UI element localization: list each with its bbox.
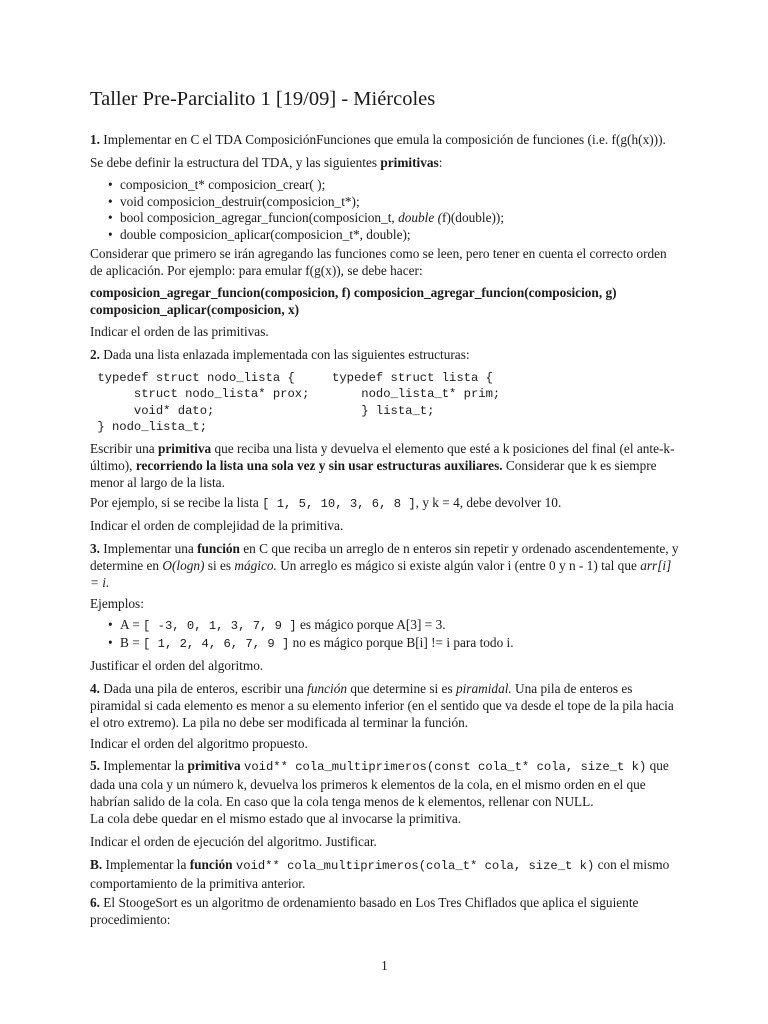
p3-italic: O(logn): [162, 558, 205, 573]
item-italic: double (: [398, 210, 443, 225]
problem-b-number: B.: [90, 857, 103, 872]
p4-text: que determine si es: [347, 681, 456, 696]
p3-italic: mágico.: [234, 558, 277, 573]
problem-2-example: [90, 494, 679, 513]
problem-1-statement: [90, 131, 679, 148]
problem-6-statement: [90, 894, 679, 928]
p3-text: en C que reciba un arreglo de n enteros sin repetir y ordenado ascendentemente, y determine en: [90, 541, 679, 573]
problem-b-statement: [90, 856, 679, 892]
example-list: [ 1, 5, 10, 3, 6, 8 ]: [262, 497, 416, 511]
p3-bold: función: [197, 541, 240, 556]
task-bold: primitiva: [157, 441, 212, 456]
p3-italic: arr[i] = i.: [90, 558, 672, 590]
defs-colon: :: [438, 155, 443, 170]
p3-text: si es: [204, 558, 235, 573]
problem-3-number: 3.: [90, 541, 100, 556]
problem-5-order: Indicar el orden de ejecución del algoritmo. Justificar.: [90, 834, 377, 849]
problem-4-number: 4.: [90, 681, 100, 696]
problem-4-order: Indicar el orden del algoritmo propuesto.: [90, 736, 308, 751]
ex-text: es mágico porque A[3] = 3.: [296, 617, 446, 632]
example-text: Por ejemplo, si se recibe la lista: [90, 495, 263, 510]
example-text: , y k = 4, debe devolver 10.: [415, 495, 562, 510]
problem-1-defs: [90, 154, 679, 171]
p4-italic: piramidal.: [455, 681, 512, 696]
item-text: bool composicion_agregar_funcion(composicion_t,: [120, 210, 399, 225]
p5-code: void** cola_multiprimeros(const cola_t* cola, size_t k): [244, 760, 647, 774]
list-item: • double composicion_aplicar(composicion_t*, double);: [108, 227, 504, 244]
pb-bold: función: [189, 857, 233, 872]
task-bold: recorriendo la lista una sola vez y sin usar estructuras auxiliares.: [135, 458, 503, 473]
page-title: Taller Pre-Parcialito 1 [19/09] - Miércoles: [90, 88, 436, 110]
item-text: f)(double));: [442, 210, 505, 225]
p4-italic: función: [307, 681, 348, 696]
p5-text: que dada una cola y un número k, devuelva los primeros k elementos de la cola, en el mismo orden en el que habrían salido de la cola. En caso que la cola tenga menos de k elementos, rellenar con NULL.: [90, 758, 669, 809]
ex-text: B =: [120, 634, 144, 650]
list-item: [108, 210, 504, 227]
task-text: Escribir una: [90, 441, 158, 456]
ex-array: [ 1, 2, 4, 6, 7, 9 ]: [143, 636, 290, 651]
problem-1-order: Indicar el orden de las primitivas.: [90, 324, 269, 339]
problem-2-order: Indicar el orden de complejidad de la primitiva.: [90, 518, 344, 533]
list-item: • void composicion_destruir(composicion_t*);: [108, 194, 504, 211]
ex-text: no es mágico porque B[i] != i para todo i.: [289, 634, 514, 650]
list-item: [108, 617, 514, 635]
problem-2-number: 2.: [90, 347, 100, 362]
ex-array: [ -3, 0, 1, 3, 7, 9 ]: [143, 619, 297, 633]
p4-text: Dada una pila de enteros, escribir una: [99, 681, 308, 696]
p5-text: Implementar la: [99, 758, 188, 773]
examples-list: [108, 617, 514, 652]
problem-1-number: 1.: [90, 132, 100, 147]
code-lista: typedef struct lista { nodo_lista_t* prim; } lista_t;: [332, 371, 501, 418]
problem-5-state: La cola debe quedar en el mismo estado que al invocarse la primitiva.: [90, 811, 462, 826]
problem-2-statement: [90, 346, 679, 363]
task-text: Considerar que k es siempre menor al largo de la lista.: [90, 458, 657, 490]
problem-3-statement: [90, 540, 679, 591]
problem-2-text: Dada una lista enlazada implementada con las siguientes estructuras:: [99, 347, 470, 362]
page-number: 1: [381, 958, 388, 973]
list-item: [108, 635, 514, 653]
p4-text: Una pila de enteros es piramidal si cada elemento es menor a su elemento inferior (en el sentido que va desde el tope de la pila hacia el otro extremo). La pila no debe ser modificada al terminar la función.: [90, 681, 674, 730]
problem-6-text: El StoogeSort es un algoritmo de ordenamiento basado en Los Tres Chiflados que aplica el siguiente procedimiento:: [90, 895, 639, 927]
problem-5-statement: [90, 757, 679, 810]
primitives-list: [108, 177, 504, 243]
p5-bold: primitiva: [187, 758, 241, 773]
problem-1-text: Implementar en C el TDA ComposiciónFunciones que emula la composición de funciones (i.e. f(g(h(x))).: [99, 132, 666, 147]
problem-2-task: [90, 440, 679, 491]
list-item: • composicion_t* composicion_crear( );: [108, 177, 504, 194]
pb-text: con el mismo comportamiento de la primitiva anterior.: [90, 857, 670, 891]
problem-6-number: 6.: [90, 895, 100, 910]
defs-text: Se debe definir la estructura del TDA, y las siguientes: [90, 155, 381, 170]
problem-1-calls: composicion_agregar_funcion(composicion, f) composicion_agregar_funcion(composicion, g) composicion_aplicar(composicion, x): [90, 285, 617, 317]
problem-5-number: 5.: [90, 758, 100, 773]
examples-label: Ejemplos:: [90, 596, 144, 611]
problem-3-justify: Justificar el orden del algoritmo.: [90, 658, 264, 673]
p3-text: Implementar una: [99, 541, 198, 556]
ex-text: A =: [120, 617, 144, 632]
defs-bold: primitivas: [380, 155, 439, 170]
code-nodo-lista: typedef struct nodo_lista { struct nodo_lista* prox; void* dato; } nodo_lista_t;: [97, 371, 310, 434]
problem-1-consider: Considerar que primero se irán agregando las funciones como se leen, pero tener en cuenta el correcto orden de aplicación. Por ejemplo: para emular f(g(x)), se debe hacer:: [90, 246, 667, 278]
pb-text: Implementar la: [102, 857, 190, 872]
task-text: que reciba una lista y devuelva el elemento que esté a k posiciones del final (el ante-k-último),: [90, 441, 675, 473]
problem-4-statement: [90, 680, 679, 731]
p3-text: Un arreglo es mágico si existe algún valor i (entre 0 y n - 1) tal que: [276, 558, 641, 573]
pb-code: void** cola_multiprimeros(cola_t* cola, size_t k): [235, 859, 595, 873]
